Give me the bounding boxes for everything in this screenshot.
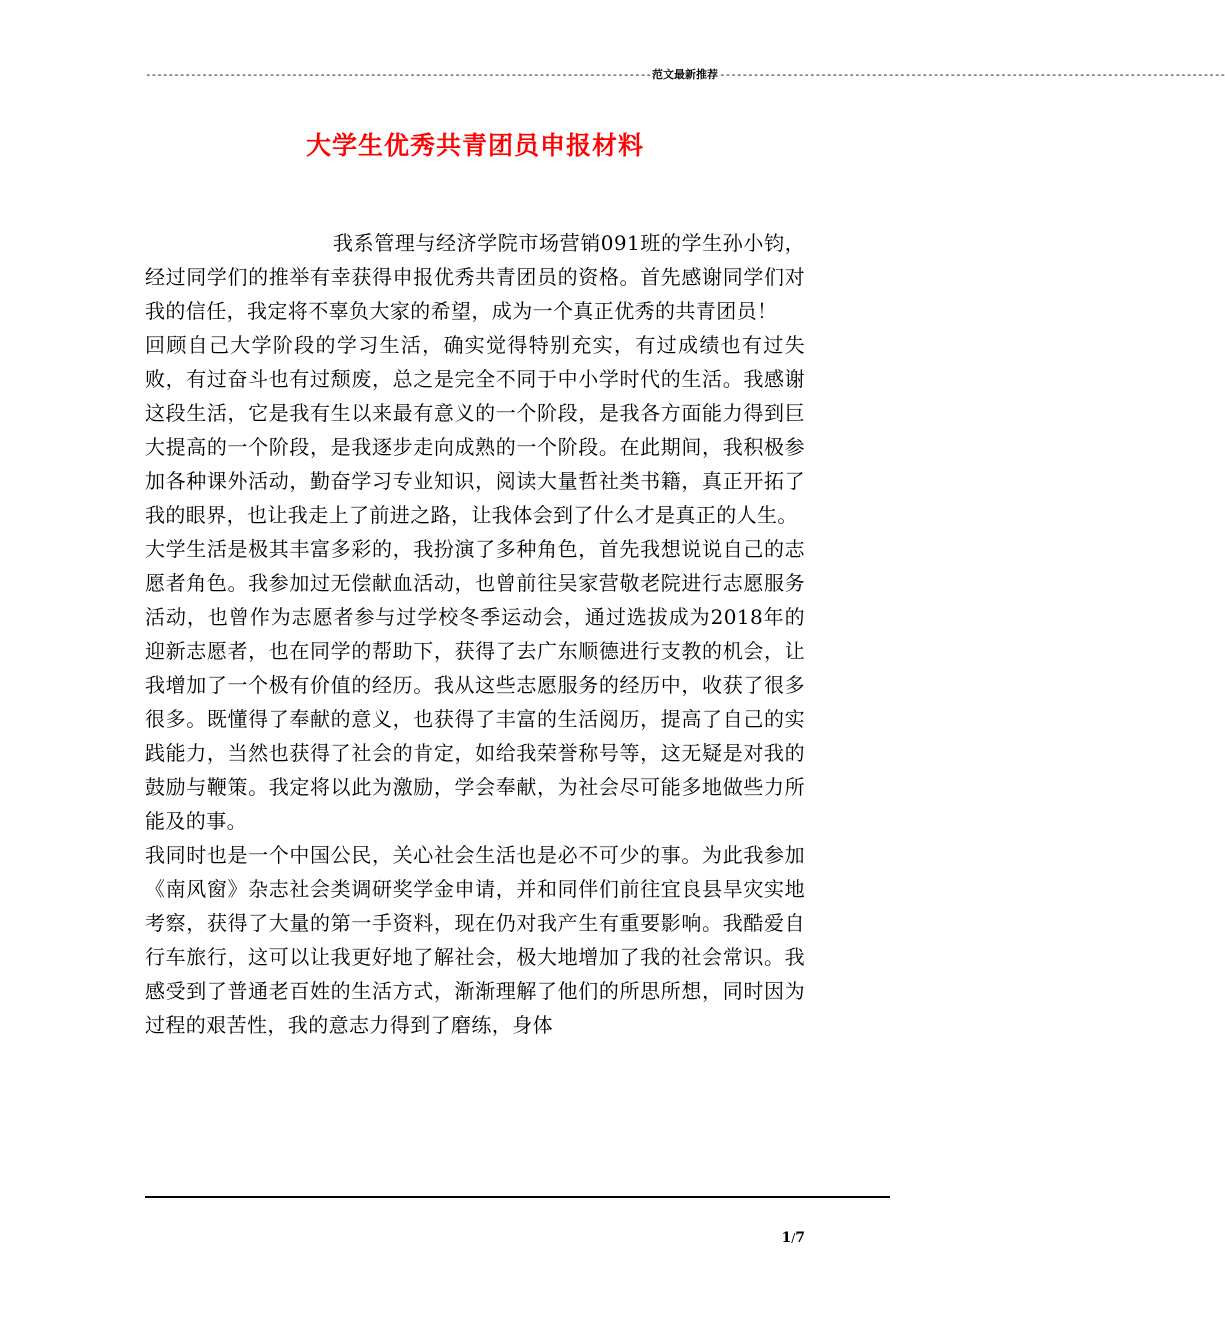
- header-dashes-left: ------------------------------------------------------------------------------------------: [145, 68, 652, 81]
- paragraph-4: 我同时也是一个中国公民，关心社会生活也是必不可少的事。为此我参加《南风窗》杂志社会类调研奖学金申请，并和同伴们前往宜良县旱灾实地考察，获得了大量的第一手资料，现在仍对我产生有重要影响。我酷爱自行车旅行，这可以让我更好地了解社会，极大地增加了我的社会常识。我感受到了普通老百姓的生活方式，渐渐理解了他们的所思所想，同时因为过程的艰苦性，我的意志力得到了磨练，身体: [145, 843, 805, 1037]
- page-separator: /: [791, 1231, 796, 1245]
- document-title: 大学生优秀共青团员申报材料: [305, 131, 644, 160]
- paragraph-3: 大学生活是极其丰富多彩的，我扮演了多种角色，首先我想说说自己的志愿者角色。我参加过无偿献血活动，也曾前往吴家营敬老院进行志愿服务活动，也曾作为志愿者参与过学校冬季运动会，通过选拔成为2018年的迎新志愿者，也在同学的帮助下，获得了去广东顺德进行支教的机会，让我增加了一个极有价值的经历。我从这些志愿服务的经历中，收获了很多很多。既懂得了奉献的意义，也获得了丰富的生活阅历，提高了自己的实践能力，当然也获得了社会的肯定，如给我荣誉称号等，这无疑是对我的鼓励与鞭策。我定将以此为激励，学会奉献，为社会尽可能多地做些力所能及的事。: [145, 537, 805, 833]
- page-number: [760, 1229, 805, 1247]
- page-total: 7: [795, 1230, 805, 1246]
- header-dashes-right: ------------------------------------------------------------------------------------------: [719, 68, 1225, 81]
- paragraph-1: 我系管理与经济学院市场营销091班的学生孙小钧，经过同学们的推举有幸获得申报优秀共青团员的资格。首先感谢同学们对我的信任，我定将不辜负大家的希望，成为一个真正优秀的共青团员！: [145, 231, 805, 323]
- page-header: [145, 68, 1225, 82]
- document-body: [145, 226, 805, 1042]
- paragraph-2: 回顾自己大学阶段的学习生活，确实觉得特别充实，有过成绩也有过失败，有过奋斗也有过颓废，总之是完全不同于中小学时代的生活。我感谢这段生活，它是我有生以来最有意义的一个阶段，是我各方面能力得到巨大提高的一个阶段，是我逐步走向成熟的一个阶段。在此期间，我积极参加各种课外活动，勤奋学习专业知识，阅读大量哲社类书籍，真正开拓了我的眼界，也让我走上了前进之路，让我体会到了什么才是真正的人生。: [145, 333, 805, 527]
- header-label: 范文最新推荐: [652, 68, 719, 81]
- footer-rule: [145, 1196, 890, 1198]
- page-current: 1: [781, 1230, 792, 1246]
